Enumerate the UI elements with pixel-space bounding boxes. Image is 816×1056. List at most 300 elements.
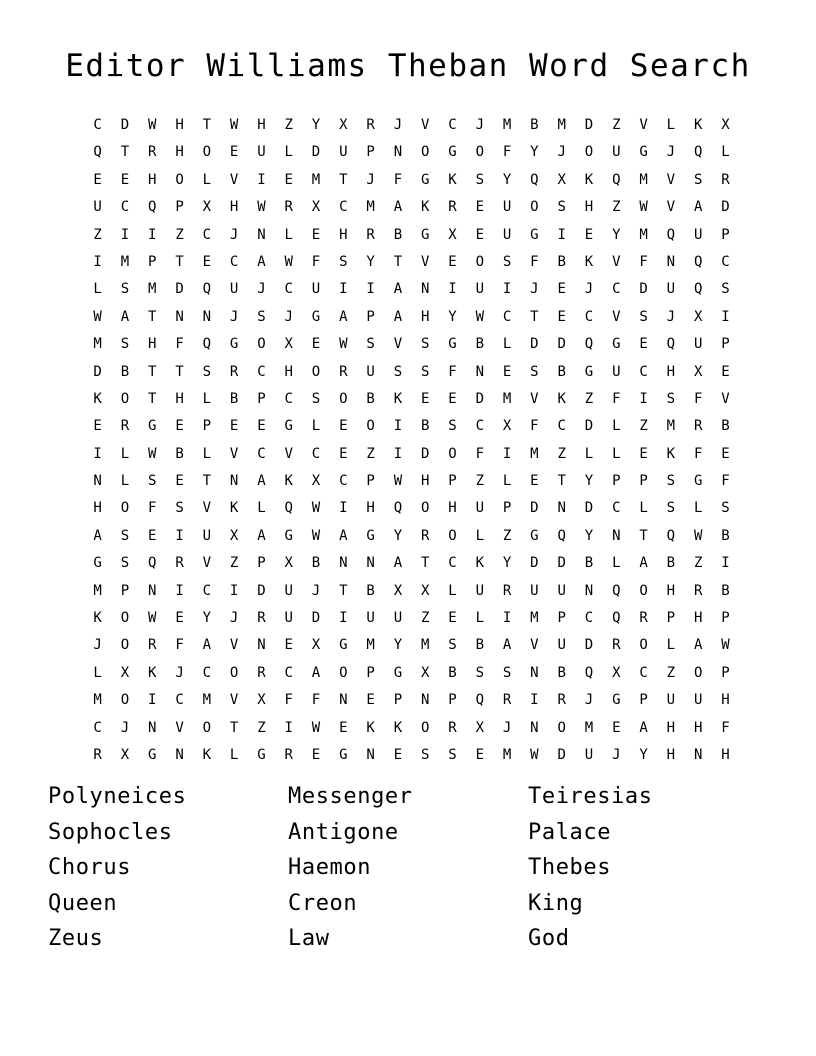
- grid-letter: B: [366, 582, 375, 599]
- grid-letter: J: [366, 171, 375, 188]
- grid-letter: A: [639, 719, 648, 736]
- grid-letter: E: [311, 746, 321, 763]
- grid-letter: X: [557, 171, 566, 188]
- grid-letter: O: [339, 390, 348, 407]
- grid-letter: D: [584, 418, 594, 435]
- grid-letter: H: [420, 308, 430, 325]
- grid-letter: N: [339, 555, 348, 572]
- grid-letter: T: [202, 473, 212, 490]
- grid-letter: A: [393, 199, 403, 216]
- grid-letter: O: [120, 500, 130, 517]
- grid-letter: T: [420, 555, 430, 572]
- grid-letter: X: [448, 226, 457, 243]
- word-list-item: Haemon: [288, 855, 372, 881]
- grid-letter: O: [202, 144, 212, 161]
- grid-letter: R: [502, 582, 512, 599]
- grid-letter: L: [311, 418, 321, 435]
- grid-letter: U: [693, 226, 703, 243]
- grid-letter: J: [530, 281, 539, 298]
- grid-letter: K: [148, 664, 157, 681]
- grid-letter: Q: [557, 527, 566, 544]
- grid-letter: P: [448, 473, 457, 490]
- grid-letter: N: [393, 144, 403, 161]
- grid-letter: R: [257, 610, 266, 627]
- grid-letter: E: [475, 746, 485, 763]
- grid-letter: A: [202, 637, 212, 654]
- grid-letter: P: [366, 308, 375, 325]
- grid-letter: Y: [502, 171, 512, 188]
- grid-letter: J: [584, 281, 594, 298]
- grid-letter: E: [175, 610, 184, 627]
- grid-letter: E: [612, 719, 621, 736]
- grid-letter: C: [284, 390, 293, 407]
- grid-letter: R: [448, 719, 457, 736]
- grid-letter: P: [366, 144, 375, 161]
- grid-letter: E: [120, 171, 130, 188]
- grid-letter: O: [557, 719, 566, 736]
- grid-letter: X: [693, 308, 703, 325]
- grid-letter: O: [448, 527, 457, 544]
- word-list-item: Sophocles: [48, 819, 173, 845]
- grid-letter: B: [584, 555, 594, 572]
- grid-letter: S: [666, 390, 676, 407]
- grid-letter: Q: [148, 199, 157, 216]
- grid-letter: F: [311, 253, 321, 270]
- grid-letter: A: [693, 199, 703, 216]
- grid-letter: P: [639, 692, 648, 709]
- grid-letter: H: [721, 746, 730, 763]
- grid-letter: T: [639, 527, 648, 544]
- grid-letter: V: [721, 390, 730, 407]
- grid-letter: Y: [202, 610, 212, 627]
- grid-letter: O: [366, 418, 375, 435]
- word-list-item: Law: [288, 926, 330, 952]
- word-list-item: Queen: [48, 890, 118, 916]
- grid-letter: O: [420, 719, 430, 736]
- grid-letter: E: [639, 445, 648, 462]
- grid-letter: G: [148, 746, 157, 763]
- grid-letter: R: [148, 144, 157, 161]
- grid-letter: W: [311, 527, 321, 544]
- grid-letter: E: [284, 171, 293, 188]
- grid-letter: M: [93, 582, 102, 599]
- grid-letter: I: [721, 555, 730, 572]
- grid-letter: I: [120, 226, 130, 243]
- grid-letter: E: [339, 719, 348, 736]
- grid-letter: A: [93, 527, 102, 544]
- grid-letter: U: [502, 226, 512, 243]
- grid-letter: Q: [612, 582, 621, 599]
- grid-letter: F: [721, 719, 730, 736]
- grid-letter: I: [339, 281, 348, 298]
- grid-letter: H: [175, 117, 184, 133]
- grid-letter: K: [666, 445, 676, 462]
- grid-letter: I: [639, 390, 648, 407]
- grid-letter: H: [366, 500, 375, 517]
- grid-letter: C: [202, 226, 212, 243]
- grid-letter: V: [229, 692, 239, 709]
- grid-letter: S: [639, 308, 648, 325]
- grid-letter: G: [448, 144, 457, 161]
- grid-letter: R: [229, 363, 239, 380]
- grid-letter: O: [202, 719, 212, 736]
- grid-letter: E: [229, 418, 239, 435]
- grid-letter: C: [612, 281, 621, 298]
- grid-letter: K: [393, 390, 403, 407]
- grid-letter: T: [393, 253, 403, 270]
- grid-letter: B: [721, 418, 730, 435]
- grid-letter: U: [475, 582, 485, 599]
- grid-letter: W: [339, 336, 348, 353]
- grid-letter: D: [257, 582, 266, 599]
- grid-letter: U: [612, 363, 621, 380]
- grid-letter: L: [666, 637, 676, 654]
- grid-letter: H: [257, 117, 266, 133]
- grid-letter: K: [93, 390, 102, 407]
- grid-letter: S: [530, 363, 539, 380]
- grid-letter: V: [612, 253, 621, 270]
- grid-letter: C: [502, 308, 512, 325]
- grid-letter: J: [229, 308, 239, 325]
- page-title: Editor Williams Theban Word Search: [65, 48, 751, 84]
- grid-letter: S: [448, 418, 457, 435]
- grid-letter: T: [339, 582, 348, 599]
- grid-letter: P: [257, 555, 266, 572]
- grid-letter: K: [420, 199, 430, 216]
- grid-letter: C: [639, 664, 648, 681]
- grid-letter: M: [311, 171, 321, 188]
- grid-letter: C: [202, 582, 212, 599]
- grid-letter: S: [693, 171, 703, 188]
- grid-letter: G: [93, 555, 102, 572]
- grid-letter: J: [120, 719, 130, 736]
- grid-letter: G: [148, 418, 157, 435]
- grid-letter: J: [584, 692, 594, 709]
- grid-letter: D: [530, 500, 539, 517]
- grid-letter: U: [584, 746, 594, 763]
- grid-letter: C: [229, 253, 239, 270]
- grid-letter: S: [175, 500, 184, 517]
- grid-letter: L: [693, 500, 703, 517]
- grid-letter: O: [311, 363, 321, 380]
- grid-letter: G: [393, 664, 403, 681]
- grid-letter: S: [666, 473, 676, 490]
- grid-letter: F: [475, 445, 485, 462]
- grid-letter: D: [584, 637, 594, 654]
- grid-letter: K: [448, 171, 457, 188]
- grid-letter: Z: [666, 664, 676, 681]
- grid-letter: F: [175, 336, 184, 353]
- grid-letter: A: [393, 555, 403, 572]
- grid-letter: H: [693, 610, 703, 627]
- grid-letter: N: [693, 746, 703, 763]
- word-list: [48, 779, 768, 957]
- grid-letter: G: [257, 746, 266, 763]
- grid-letter: N: [257, 226, 266, 243]
- grid-letter: I: [148, 226, 157, 243]
- grid-letter: E: [366, 692, 375, 709]
- grid-letter: B: [366, 390, 375, 407]
- grid-letter: Q: [530, 171, 539, 188]
- grid-letter: F: [502, 144, 512, 161]
- grid-letter: V: [530, 390, 539, 407]
- grid-letter: R: [175, 555, 184, 572]
- grid-letter: G: [284, 527, 293, 544]
- grid-letter: I: [175, 527, 184, 544]
- grid-letter: L: [284, 226, 293, 243]
- grid-letter: P: [502, 500, 512, 517]
- grid-letter: F: [693, 445, 703, 462]
- grid-letter: O: [639, 582, 648, 599]
- grid-letter: V: [666, 199, 676, 216]
- grid-letter: A: [311, 664, 321, 681]
- grid-letter: C: [639, 363, 648, 380]
- grid-letter: V: [229, 445, 239, 462]
- grid-letter: K: [475, 555, 485, 572]
- grid-letter: H: [93, 500, 102, 517]
- grid-letter: S: [448, 637, 457, 654]
- grid-letter: X: [420, 582, 430, 599]
- grid-letter: N: [530, 719, 539, 736]
- word-list-item: Teiresias: [528, 784, 653, 809]
- grid-letter: I: [257, 171, 266, 188]
- grid-letter: L: [475, 527, 485, 544]
- grid-letter: A: [257, 253, 266, 270]
- grid-letter: T: [175, 253, 184, 270]
- grid-letter: V: [639, 117, 648, 133]
- grid-letter: I: [721, 308, 730, 325]
- grid-letter: R: [557, 692, 566, 709]
- grid-letter: S: [502, 253, 512, 270]
- grid-letter: Z: [502, 527, 512, 544]
- grid-letter: U: [311, 281, 321, 298]
- grid-letter: P: [120, 582, 130, 599]
- grid-letter: T: [148, 308, 157, 325]
- grid-letter: I: [93, 445, 102, 462]
- grid-letter: S: [721, 281, 730, 298]
- grid-letter: L: [120, 473, 130, 490]
- grid-letter: W: [475, 308, 485, 325]
- grid-letter: Q: [666, 226, 676, 243]
- grid-letter: R: [420, 527, 430, 544]
- grid-letter: V: [229, 171, 239, 188]
- grid-letter: G: [420, 226, 430, 243]
- grid-letter: U: [366, 363, 375, 380]
- grid-letter: L: [202, 390, 212, 407]
- grid-letter: S: [311, 390, 321, 407]
- grid-letter: P: [148, 253, 157, 270]
- grid-letter: C: [584, 610, 594, 627]
- grid-letter: L: [120, 445, 130, 462]
- grid-letter: Z: [584, 390, 594, 407]
- grid-letter: U: [693, 692, 703, 709]
- grid-letter: A: [639, 555, 648, 572]
- grid-letter: G: [530, 527, 539, 544]
- grid-letter: L: [284, 144, 293, 161]
- grid-letter: C: [448, 555, 457, 572]
- grid-letter: N: [420, 281, 430, 298]
- grid-letter: V: [175, 719, 184, 736]
- grid-letter: A: [393, 281, 403, 298]
- grid-letter: Q: [393, 500, 403, 517]
- grid-letter: D: [530, 336, 539, 353]
- grid-letter: J: [666, 308, 676, 325]
- grid-letter: A: [257, 527, 266, 544]
- grid-letter: H: [175, 390, 184, 407]
- grid-letter: B: [420, 418, 430, 435]
- grid-letter: K: [366, 719, 375, 736]
- grid-letter: V: [393, 336, 403, 353]
- grid-letter: N: [229, 473, 239, 490]
- grid-letter: C: [202, 664, 212, 681]
- grid-letter: Z: [175, 226, 184, 243]
- grid-letter: W: [257, 199, 266, 216]
- grid-letter: Y: [393, 637, 403, 654]
- grid-letter: H: [339, 226, 348, 243]
- grid-letter: M: [639, 226, 648, 243]
- grid-letter: K: [393, 719, 403, 736]
- grid-letter: H: [420, 473, 430, 490]
- grid-letter: M: [639, 171, 648, 188]
- grid-letter: H: [693, 719, 703, 736]
- grid-letter: M: [366, 637, 375, 654]
- grid-letter: M: [584, 719, 594, 736]
- grid-letter: Z: [693, 555, 703, 572]
- grid-letter: E: [448, 610, 457, 627]
- grid-letter: F: [448, 363, 457, 380]
- grid-letter: X: [393, 582, 403, 599]
- grid-letter: D: [420, 445, 430, 462]
- grid-letter: D: [584, 117, 594, 133]
- grid-letter: Y: [584, 527, 594, 544]
- grid-letter: K: [284, 473, 293, 490]
- grid-letter: G: [448, 336, 457, 353]
- grid-letter: S: [721, 500, 730, 517]
- letter-grid: [84, 112, 739, 769]
- grid-letter: I: [284, 719, 293, 736]
- grid-letter: M: [366, 199, 375, 216]
- word-list-item: Antigone: [288, 819, 399, 845]
- grid-letter: B: [229, 390, 239, 407]
- grid-letter: E: [448, 390, 457, 407]
- grid-letter: K: [557, 390, 566, 407]
- grid-letter: P: [557, 610, 566, 627]
- grid-letter: L: [502, 473, 512, 490]
- grid-letter: C: [612, 500, 621, 517]
- grid-letter: M: [420, 637, 430, 654]
- grid-letter: W: [93, 308, 102, 325]
- grid-letter: Z: [475, 473, 485, 490]
- grid-letter: Y: [448, 308, 457, 325]
- grid-letter: K: [229, 500, 239, 517]
- grid-letter: S: [120, 336, 130, 353]
- grid-letter: A: [502, 637, 512, 654]
- grid-letter: V: [530, 637, 539, 654]
- grid-letter: P: [721, 610, 730, 627]
- grid-letter: L: [202, 445, 212, 462]
- grid-letter: D: [120, 117, 130, 133]
- grid-letter: Y: [366, 253, 375, 270]
- grid-letter: U: [693, 336, 703, 353]
- grid-letter: U: [284, 610, 293, 627]
- grid-letter: N: [666, 253, 676, 270]
- grid-letter: Q: [666, 336, 676, 353]
- grid-letter: N: [612, 527, 621, 544]
- grid-letter: O: [475, 253, 485, 270]
- grid-letter: Y: [612, 226, 621, 243]
- grid-letter: B: [721, 582, 730, 599]
- grid-letter: U: [93, 199, 102, 216]
- grid-letter: I: [93, 253, 102, 270]
- grid-letter: D: [721, 199, 730, 216]
- grid-letter: R: [502, 692, 512, 709]
- grid-letter: I: [393, 445, 403, 462]
- grid-letter: N: [148, 719, 157, 736]
- grid-letter: M: [120, 253, 130, 270]
- grid-letter: J: [257, 281, 266, 298]
- grid-letter: A: [257, 473, 266, 490]
- grid-letter: V: [229, 637, 239, 654]
- grid-letter: I: [339, 500, 348, 517]
- grid-letter: G: [584, 363, 594, 380]
- grid-letter: L: [93, 281, 102, 298]
- grid-letter: I: [502, 610, 512, 627]
- grid-letter: S: [557, 199, 566, 216]
- grid-letter: T: [557, 473, 566, 490]
- grid-letter: V: [420, 117, 430, 133]
- grid-letter: S: [393, 363, 403, 380]
- grid-letter: E: [175, 473, 184, 490]
- grid-letter: E: [530, 473, 539, 490]
- grid-letter: Z: [420, 610, 430, 627]
- grid-letter: M: [502, 746, 512, 763]
- grid-letter: V: [202, 500, 212, 517]
- grid-letter: M: [202, 692, 212, 709]
- grid-letter: M: [666, 418, 676, 435]
- grid-letter: M: [557, 117, 566, 133]
- grid-letter: P: [721, 226, 730, 243]
- grid-letter: X: [202, 199, 212, 216]
- grid-letter: L: [448, 582, 457, 599]
- grid-letter: R: [693, 418, 703, 435]
- grid-letter: E: [229, 144, 239, 161]
- grid-letter: O: [120, 390, 130, 407]
- grid-letter: C: [475, 418, 485, 435]
- grid-letter: C: [584, 308, 594, 325]
- grid-letter: S: [475, 171, 485, 188]
- grid-letter: X: [284, 555, 293, 572]
- grid-letter: H: [666, 719, 676, 736]
- grid-letter: C: [339, 199, 348, 216]
- grid-letter: Q: [612, 610, 621, 627]
- grid-letter: A: [339, 527, 348, 544]
- grid-letter: N: [202, 308, 212, 325]
- grid-letter: E: [448, 253, 457, 270]
- grid-letter: E: [175, 418, 184, 435]
- grid-letter: C: [257, 445, 266, 462]
- grid-letter: B: [557, 253, 566, 270]
- grid-letter: N: [366, 746, 375, 763]
- grid-letter: E: [721, 445, 730, 462]
- grid-letter: C: [175, 692, 184, 709]
- grid-letter: Y: [393, 527, 403, 544]
- grid-letter: X: [311, 473, 321, 490]
- grid-letter: H: [584, 199, 594, 216]
- grid-letter: H: [148, 171, 157, 188]
- grid-letter: J: [284, 308, 293, 325]
- grid-letter: W: [148, 117, 157, 133]
- grid-letter: W: [148, 445, 157, 462]
